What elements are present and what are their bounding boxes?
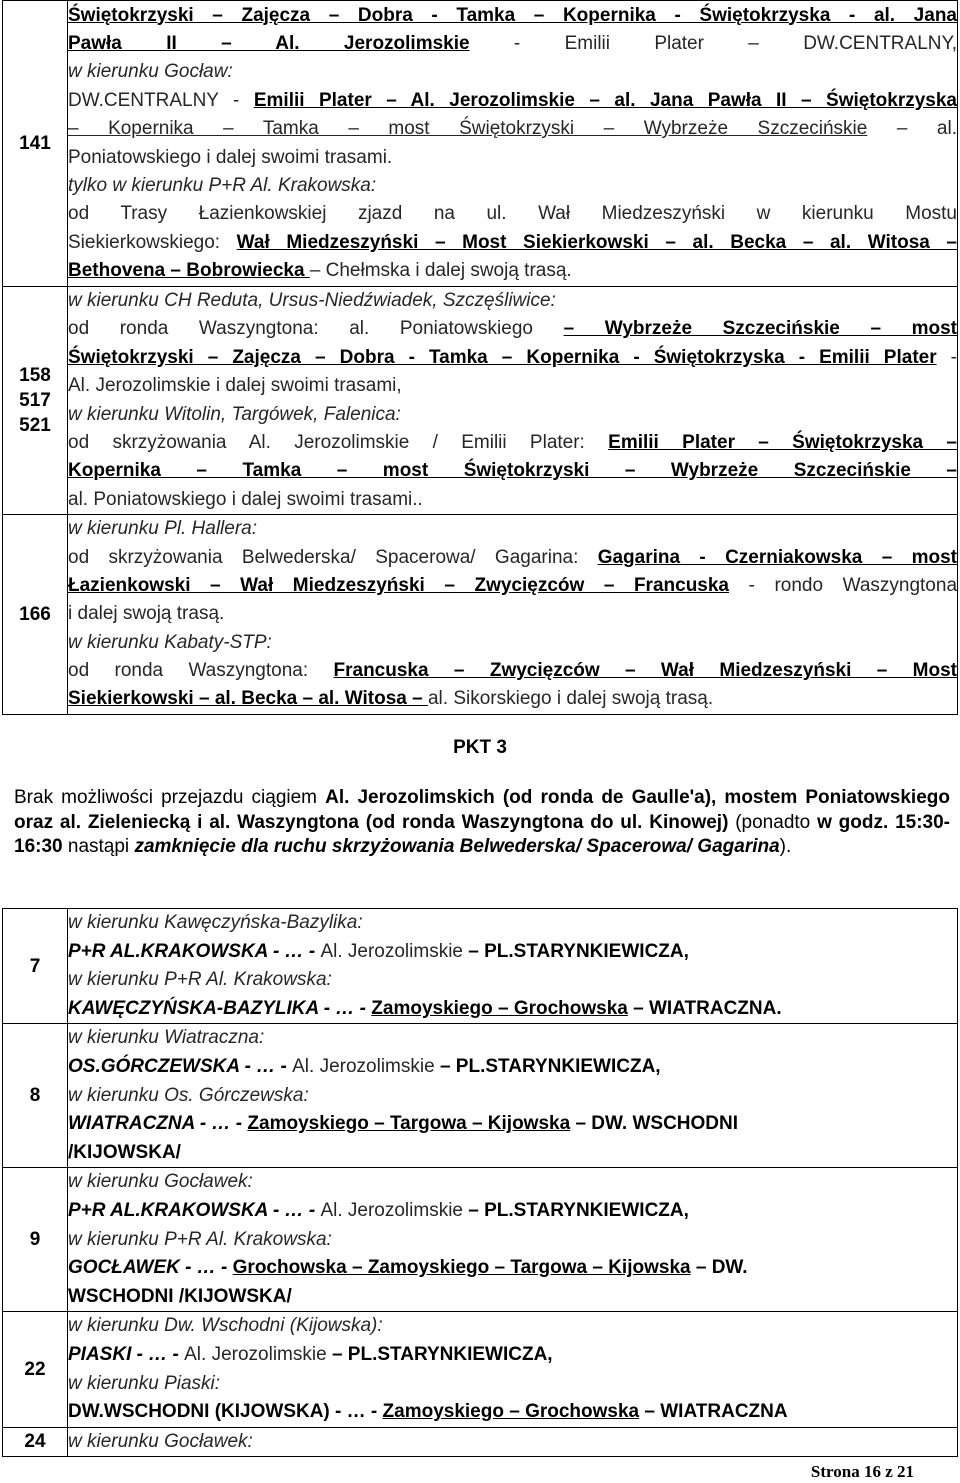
line: w kierunku Gocławek: — [68, 1430, 253, 1452]
line: tylko w kierunku P+R Al. Krakowska: — [68, 174, 377, 196]
line: w kierunku Pl. Hallera: — [68, 518, 258, 540]
line: od ronda Waszyngtona: al. Poniatowskiego – Wybrzeże Szczecińskie – most — [68, 318, 957, 340]
line: i dalej swoją trasą. — [68, 603, 225, 625]
line: P+R AL.KRAKOWSKA - … - Al. Jerozolimskie – PL.STARYNKIEWICZA, — [68, 1199, 689, 1221]
table-row — [3, 1427, 958, 1457]
line: od Trasy Łazienkowskiej zjazd na ul. Wał Miedzeszyński w kierunku Mostu — [68, 203, 957, 225]
route-description-141 — [68, 1, 958, 287]
line: w kierunku Gocław: — [68, 61, 233, 83]
notice-paragraph: Brak możliwości przejazdu ciągiem Al. Jerozolimskich (od ronda de Gaulle'a), mostem Poniatowskiego oraz al. Zieleniecką i al. Waszyngtona (od ronda Waszyngtona do ul. Kinowej) (ponadto w godz. 15:30-16:30 nastąpi zamknięcie dla ruchu skrzyżowania Belwederska/ Spacerowa/ Gagarina). — [14, 787, 950, 857]
route-description-166 — [68, 515, 958, 715]
routes-table-1 — [2, 0, 958, 715]
table-row — [3, 1312, 958, 1427]
line: OS.GÓRCZEWSKA - … - Al. Jerozolimskie – PL.STARYNKIEWICZA, — [68, 1055, 661, 1077]
line: Siekierkowskiego: Wał Miedzeszyński – Most Siekierkowski – al. Becka – al. Witosa – — [68, 231, 957, 253]
line: – Kopernika – Tamka – most Świętokrzyski – Wybrzeże Szczecińskie – al. — [68, 118, 957, 140]
line: w kierunku CH Reduta, Ursus-Niedźwiadek, Szczęśliwice: — [68, 290, 556, 311]
table-row — [3, 1024, 958, 1168]
line: Pawła II – Al. Jerozolimskie - Emilii Plater – DW.CENTRALNY, — [68, 32, 957, 54]
line: od ronda Waszyngtona: Francuska – Zwycięzców – Wał Miedzeszyński – Most — [68, 660, 957, 682]
page-number: Strona 16 z 21 — [810, 1462, 914, 1481]
route-description-24 — [68, 1427, 958, 1457]
route-number-7: 7 — [3, 909, 68, 1024]
line: w kierunku P+R Al. Krakowska: — [68, 1228, 332, 1250]
line: w kierunku Witolin, Targówek, Falenica: — [68, 403, 401, 425]
line: w kierunku Dw. Wschodni (Kijowska): — [68, 1315, 383, 1337]
line: w kierunku Wiatraczna: — [68, 1027, 265, 1049]
route-number-141: 141 — [3, 1, 68, 287]
line: od skrzyżowania Belwederska/ Spacerowa/ Gagarina: Gagarina - Czerniakowska – most — [68, 546, 957, 568]
route-description-7 — [68, 909, 958, 1024]
line: Łazienkowski – Wał Miedzeszyński – Zwycięzców – Francuska - rondo Waszyngtona — [68, 574, 957, 596]
route-description-158 — [68, 287, 958, 515]
line: od skrzyżowania Al. Jerozolimskie / Emilii Plater: Emilii Plater – Świętokrzyska – — [68, 431, 957, 453]
line: al. Poniatowskiego i dalej swoimi trasami.. — [68, 488, 423, 510]
table-row — [3, 909, 958, 1024]
line: KAWĘCZYŃSKA-BAZYLIKA - … - Zamoyskiego – Grochowska – WIATRACZNA. — [68, 997, 782, 1019]
line: w kierunku Kabaty-STP: — [68, 631, 272, 653]
table-row — [3, 1, 958, 287]
table-row — [3, 287, 958, 515]
line: P+R AL.KRAKOWSKA - … - Al. Jerozolimskie – PL.STARYNKIEWICZA, — [68, 940, 689, 962]
line: PIASKI - … - Al. Jerozolimskie – PL.STARYNKIEWICZA, — [68, 1343, 553, 1365]
line: w kierunku Piaski: — [68, 1372, 221, 1394]
line: WSCHODNI /KIJOWSKA/ — [68, 1285, 292, 1307]
line: w kierunku Kawęczyńska-Bazylika: — [68, 912, 363, 933]
route-number-166: 166 — [3, 515, 68, 715]
line: Poniatowskiego i dalej swoimi trasami. — [68, 146, 393, 168]
line: Kopernika – Tamka – most Świętokrzyski – Wybrzeże Szczecińskie – — [68, 460, 957, 482]
route-number-8: 8 — [3, 1024, 68, 1168]
line: Siekierkowski – al. Becka – al. Witosa – al. Sikorskiego i dalej swoją trasą. — [68, 688, 714, 710]
section-heading: PKT 3 — [453, 737, 507, 758]
line: GOCŁAWEK - … - Grochowska – Zamoyskiego – Targowa – Kijowska – DW. — [68, 1257, 748, 1279]
table-row — [3, 515, 958, 715]
line: WIATRACZNA - … - Zamoyskiego – Targowa – Kijowska – DW. WSCHODNI — [68, 1113, 739, 1135]
line: w kierunku Gocławek: — [68, 1171, 253, 1193]
table-row — [3, 1168, 958, 1312]
line: w kierunku Os. Górczewska: — [68, 1084, 309, 1106]
line: w kierunku P+R Al. Krakowska: — [68, 969, 332, 991]
line: DW.WSCHODNI (KIJOWSKA) - … - Zamoyskiego – Grochowska – WIATRACZNA — [68, 1401, 788, 1423]
route-number-158-517-521: 158 517 521 — [3, 287, 68, 515]
line: DW.CENTRALNY - Emilii Plater – Al. Jerozolimskie – al. Jana Pawła II – Świętokrzyska — [68, 89, 957, 111]
route-description-8 — [68, 1024, 958, 1168]
route-number-22: 22 — [3, 1312, 68, 1427]
line: Świętokrzyski – Zajęcza – Dobra - Tamka – Kopernika - Świętokrzyska - Emilii Plater - — [68, 346, 957, 368]
route-number-24: 24 — [3, 1427, 68, 1457]
route-description-9 — [68, 1168, 958, 1312]
line: Świętokrzyski – Zajęcza – Dobra - Tamka – Kopernika - Świętokrzyska - al. Jana — [68, 4, 957, 26]
route-number-9: 9 — [3, 1168, 68, 1312]
line: /KIJOWSKA/ — [68, 1141, 181, 1163]
line: Bethovena – Bobrowiecka – Chełmska i dalej swoją trasą. — [68, 260, 572, 282]
line: Al. Jerozolimskie i dalej swoimi trasami, — [68, 375, 402, 397]
route-description-22 — [68, 1312, 958, 1427]
routes-table-2 — [2, 908, 958, 1457]
